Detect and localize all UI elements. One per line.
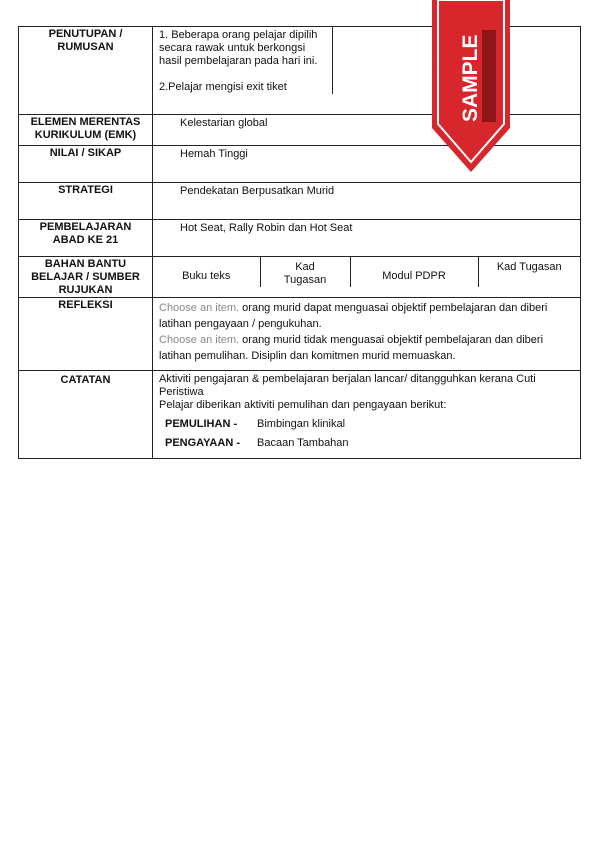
pemulihan-key: PEMULIHAN -: [165, 418, 238, 430]
label-strategi: STRATEGI: [19, 183, 153, 220]
label-nilai: NILAI / SIKAP: [19, 146, 153, 183]
sample-watermark-ribbon: [432, 0, 510, 172]
watermark-text: SAMPLE: [459, 34, 482, 122]
pengayaan-key: PENGAYAAN -: [165, 437, 240, 449]
catatan-line1: Aktiviti pengajaran & pembelajaran berjalan lancar/ ditangguhkan kerana Cuti Peristiwa: [159, 373, 536, 398]
value-strategi: Pendekatan Berpusatkan Murid: [153, 183, 581, 220]
value-nilai: Hemah Tinggi: [153, 146, 581, 183]
row-abad21: [19, 220, 581, 257]
value-refleksi: [153, 298, 581, 371]
choose-item-dropdown[interactable]: Choose an item.: [159, 334, 240, 346]
catatan-line2: Pelajar diberikan aktiviti pemulihan dan pengayaan berikut:: [159, 399, 447, 411]
refleksi-text1: orang murid dapat menguasai objektif pembelajaran dan diberi latihan pengayaan / pengukuhan.: [159, 302, 548, 330]
penutupan-text: [153, 27, 333, 94]
value-emk: Kelestarian global: [153, 115, 581, 146]
penutupan-line2: 2.Pelajar mengisi exit tiket: [159, 81, 287, 93]
row-bahan: [19, 257, 581, 298]
penutupan-line1: 1. Beberapa orang pelajar dipilih secara rawak untuk berkongsi hasil pembelajaran pada hari ini.: [159, 29, 318, 67]
bahan-item: Buku teks: [182, 270, 231, 282]
bahan-item: Kad Tugasan: [478, 257, 580, 287]
row-strategi: [19, 183, 581, 220]
ribbon-stripe: [482, 30, 496, 122]
value-abad21: Hot Seat, Rally Robin dan Hot Seat: [153, 220, 581, 257]
label-penutupan: PENUTUPAN / RUMUSAN: [19, 27, 153, 115]
value-catatan: [153, 371, 581, 459]
row-catatan: [19, 371, 581, 459]
pengayaan-row: [159, 437, 574, 456]
label-emk: ELEMEN MERENTAS KURIKULUM (EMK): [19, 115, 153, 146]
refleksi-text2: orang murid tidak menguasai objektif pembelajaran dan diberi latihan pemulihan. Disiplin dan komitmen murid memuaskan.: [159, 334, 544, 362]
bahan-item: Kad Tugasan: [260, 257, 350, 287]
bahan-items: [153, 257, 580, 287]
pemulihan-row: [159, 418, 574, 437]
label-refleksi: REFLEKSI: [19, 298, 153, 371]
catatan-activities: [159, 418, 574, 456]
pengayaan-value: Bacaan Tambahan: [257, 437, 349, 449]
label-bahan: BAHAN BANTU BELAJAR / SUMBER RUJUKAN: [19, 257, 153, 298]
choose-item-dropdown[interactable]: Choose an item.: [159, 302, 240, 314]
row-refleksi: [19, 298, 581, 371]
bahan-item: Modul PDPR: [350, 257, 478, 287]
pemulihan-value: Bimbingan klinikal: [257, 418, 346, 430]
value-penutupan: [153, 27, 581, 115]
label-catatan: CATATAN: [19, 371, 153, 459]
label-abad21: PEMBELAJARAN ABAD KE 21: [19, 220, 153, 257]
value-bahan: [153, 257, 581, 298]
